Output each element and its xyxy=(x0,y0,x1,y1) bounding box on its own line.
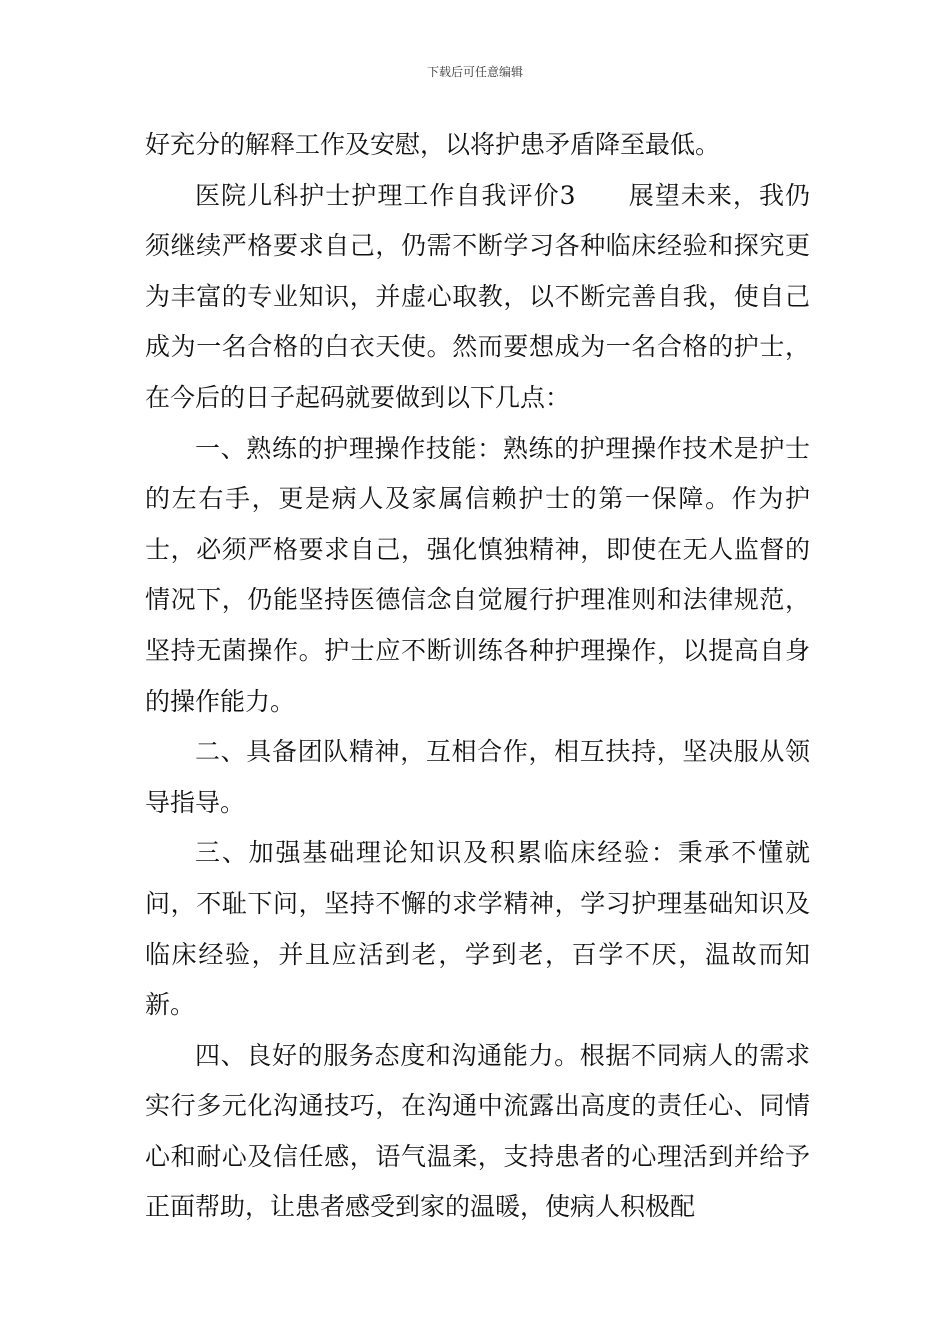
page-header: 下载后可任意编辑 xyxy=(426,65,523,79)
paragraph-point-4: 四、良好的服务态度和沟通能力。根据不同病人的需求实行多元化沟通技巧，在沟通中流露出高度的责任心、同情心和耐心及信任感，语气温柔，支持患者的心理活到并给予正面帮助，让患者感受到家的温暖，使病人积极配 xyxy=(145,1040,810,1222)
paragraph-point-3: 三、加强基础理论知识及积累临床经验：秉承不懂就问，不耻下问，坚持不懈的求学精神，学习护理基础知识及临床经验，并且应活到老，学到老，百学不厌，温故而知新。 xyxy=(145,838,810,1020)
paragraph-evaluation-3: 医院儿科护士护理工作自我评价3 展望未来，我仍须继续严格要求自己，仍需不断学习各种临床经验和探究更为丰富的专业知识，并虚心取教，以不断完善自我，使自己成为一名合格的白衣天使。然而要想成为一名合格的护士，在今后的日子起码就要做到以下几点： xyxy=(145,180,810,412)
paragraph-continuation: 好充分的解释工作及安慰，以将护患矛盾降至最低。 xyxy=(145,130,721,159)
document-body xyxy=(145,120,810,1233)
paragraph-point-1: 一、熟练的护理操作技能：熟练的护理操作技术是护士的左右手，更是病人及家属信赖护士的第一保障。作为护士，必须严格要求自己，强化慎独精神，即使在无人监督的情况下，仍能坚持医德信念自觉履行护理准则和法律规范，坚持无菌操作。护士应不断训练各种护理操作，以提高自身的操作能力。 xyxy=(145,433,810,716)
paragraph-point-2: 二、具备团队精神，互相合作，相互扶持，坚决服从领导指导。 xyxy=(145,737,810,817)
